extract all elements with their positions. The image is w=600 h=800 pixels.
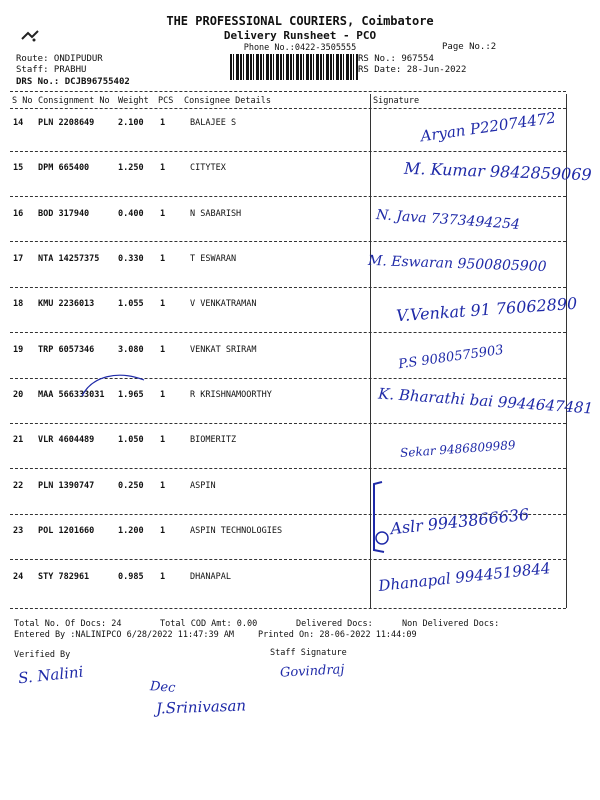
row-divider	[10, 559, 566, 560]
row-sno: 14	[13, 118, 24, 128]
row-consignment: NTA 14257375	[38, 254, 100, 264]
row-pcs: 1	[160, 118, 166, 128]
staff-signature-label: Staff Signature	[270, 648, 347, 658]
row-consignment: MAA 566333031	[38, 390, 105, 400]
total-docs: Total No. Of Docs: 24	[14, 619, 122, 629]
row-weight: 1.250	[118, 163, 144, 173]
entered-by: Entered By :NALINIPCO 6/28/2022 11:47:39 AM	[14, 630, 235, 640]
row-consignee: R KRISHNAMOORTHY	[190, 390, 272, 400]
row-consignment: POL 1201660	[38, 526, 95, 536]
col-pcs: PCS	[158, 96, 174, 106]
row-sno: 23	[13, 526, 24, 536]
row-divider	[10, 332, 566, 333]
row-sno: 15	[13, 163, 24, 173]
row-pcs: 1	[160, 254, 166, 264]
drs-number: DRS No.: DCJB96755402	[16, 77, 130, 87]
col-sno: S No	[12, 96, 33, 106]
row-divider	[10, 196, 566, 197]
row-sno: 20	[13, 390, 24, 400]
row-consignment: VLR 4604489	[38, 435, 95, 445]
row-consignee: T ESWARAN	[190, 254, 237, 264]
row-pcs: 1	[160, 572, 166, 582]
row-consignment: PLN 1390747	[38, 481, 95, 491]
signature: M. Kumar 9842859069	[403, 158, 592, 185]
row-consignee: ASPIN	[190, 481, 216, 491]
signature: Aryan P22074472	[419, 108, 557, 146]
delivered-docs: Delivered Docs:	[296, 619, 373, 629]
row-pcs: 1	[160, 163, 166, 173]
signature: P.S 9080575903	[397, 342, 505, 373]
row-pcs: 1	[160, 390, 166, 400]
table-header-rule	[10, 108, 566, 109]
row-weight: 0.400	[118, 209, 144, 219]
row-sno: 18	[13, 299, 24, 309]
staff-label: Staff: PRABHU	[16, 65, 87, 75]
extra-signature-1: Dec	[149, 679, 176, 696]
row-weight: 0.330	[118, 254, 144, 264]
signature: V.Venkat 91 76062890	[395, 293, 578, 326]
barcode	[230, 54, 358, 80]
row-sno: 24	[13, 572, 24, 582]
ink-bracket-mark	[366, 478, 390, 558]
rs-date: RS Date: 28-Jun-2022	[358, 65, 467, 75]
row-consignee: VENKAT SRIRAM	[190, 345, 257, 355]
total-cod: Total COD Amt: 0.00	[160, 619, 258, 629]
col-signature: Signature	[373, 96, 420, 106]
table-header	[0, 96, 600, 108]
row-weight: 1.965	[118, 390, 144, 400]
row-pcs: 1	[160, 526, 166, 536]
table-top-rule	[10, 91, 566, 92]
row-consignee: CITYTEX	[190, 163, 226, 173]
row-consignment: KMU 2236013	[38, 299, 95, 309]
row-weight: 1.050	[118, 435, 144, 445]
col-consignee: Consignee Details	[184, 96, 271, 106]
row-divider	[10, 468, 566, 469]
route-label: Route: ONDIPUDUR	[16, 54, 103, 64]
row-sno: 17	[13, 254, 24, 264]
signature: K. Bharathi bai 9944647481	[377, 384, 594, 418]
row-divider	[10, 287, 566, 288]
row-divider	[10, 241, 566, 242]
row-consignment: PLN 2208649	[38, 118, 95, 128]
verified-by-label: Verified By	[14, 650, 71, 660]
row-sno: 21	[13, 435, 24, 445]
signature: Dhanapal 9944519844	[377, 559, 552, 595]
signature: M. Eswaran 9500805900	[367, 252, 547, 276]
row-consignee: BIOMERITZ	[190, 435, 237, 445]
row-weight: 0.985	[118, 572, 144, 582]
row-consignee: V VENKATRAMAN	[190, 299, 257, 309]
row-sno: 22	[13, 481, 24, 491]
rs-number: RS No.: 967554	[358, 54, 434, 64]
signature: N. Java 7373494254	[375, 206, 521, 234]
row-divider	[10, 151, 566, 152]
row-weight: 0.250	[118, 481, 144, 491]
staff-signature: Govindraj	[279, 662, 345, 681]
signature: Aslr 9943866636	[389, 504, 531, 539]
row-consignment: TRP 6057346	[38, 345, 95, 355]
row-consignee: BALAJEE S	[190, 118, 237, 128]
page-number: Page No.:2	[442, 42, 497, 52]
verifier-signature: S. Nalini	[17, 662, 85, 688]
signature: Sekar 9486809989	[399, 437, 517, 461]
row-pcs: 1	[160, 435, 166, 445]
row-consignee: ASPIN TECHNOLOGIES	[190, 526, 283, 536]
row-weight: 2.100	[118, 118, 144, 128]
extra-signature-2: J.Srinivasan	[155, 696, 247, 718]
row-weight: 1.055	[118, 299, 144, 309]
col-consignment: Consignment No	[38, 96, 110, 106]
row-pcs: 1	[160, 345, 166, 355]
row-consignment: DPM 665400	[38, 163, 90, 173]
col-weight: Weight	[118, 96, 149, 106]
row-weight: 1.200	[118, 526, 144, 536]
row-sno: 16	[13, 209, 24, 219]
row-divider	[10, 423, 566, 424]
table-row	[0, 526, 600, 566]
printed-on: Printed On: 28-06-2022 11:44:09	[258, 630, 417, 640]
row-weight: 3.080	[118, 345, 144, 355]
table-bottom-rule	[10, 608, 566, 609]
phone-number: Phone No.:0422-3505555	[243, 43, 357, 53]
row-consignment: BOD 317940	[38, 209, 90, 219]
row-consignee: DHANAPAL	[190, 572, 231, 582]
row-consignment: STY 782961	[38, 572, 90, 582]
row-consignee: N SABARISH	[190, 209, 242, 219]
row-pcs: 1	[160, 209, 166, 219]
row-sno: 19	[13, 345, 24, 355]
row-pcs: 1	[160, 299, 166, 309]
row-pcs: 1	[160, 481, 166, 491]
document-title: Delivery Runsheet - PCO	[223, 29, 377, 42]
non-delivered-docs: Non Delivered Docs:	[402, 619, 500, 629]
ink-check-stroke	[78, 370, 148, 400]
company-name: THE PROFESSIONAL COURIERS, Coimbatore	[166, 14, 434, 28]
